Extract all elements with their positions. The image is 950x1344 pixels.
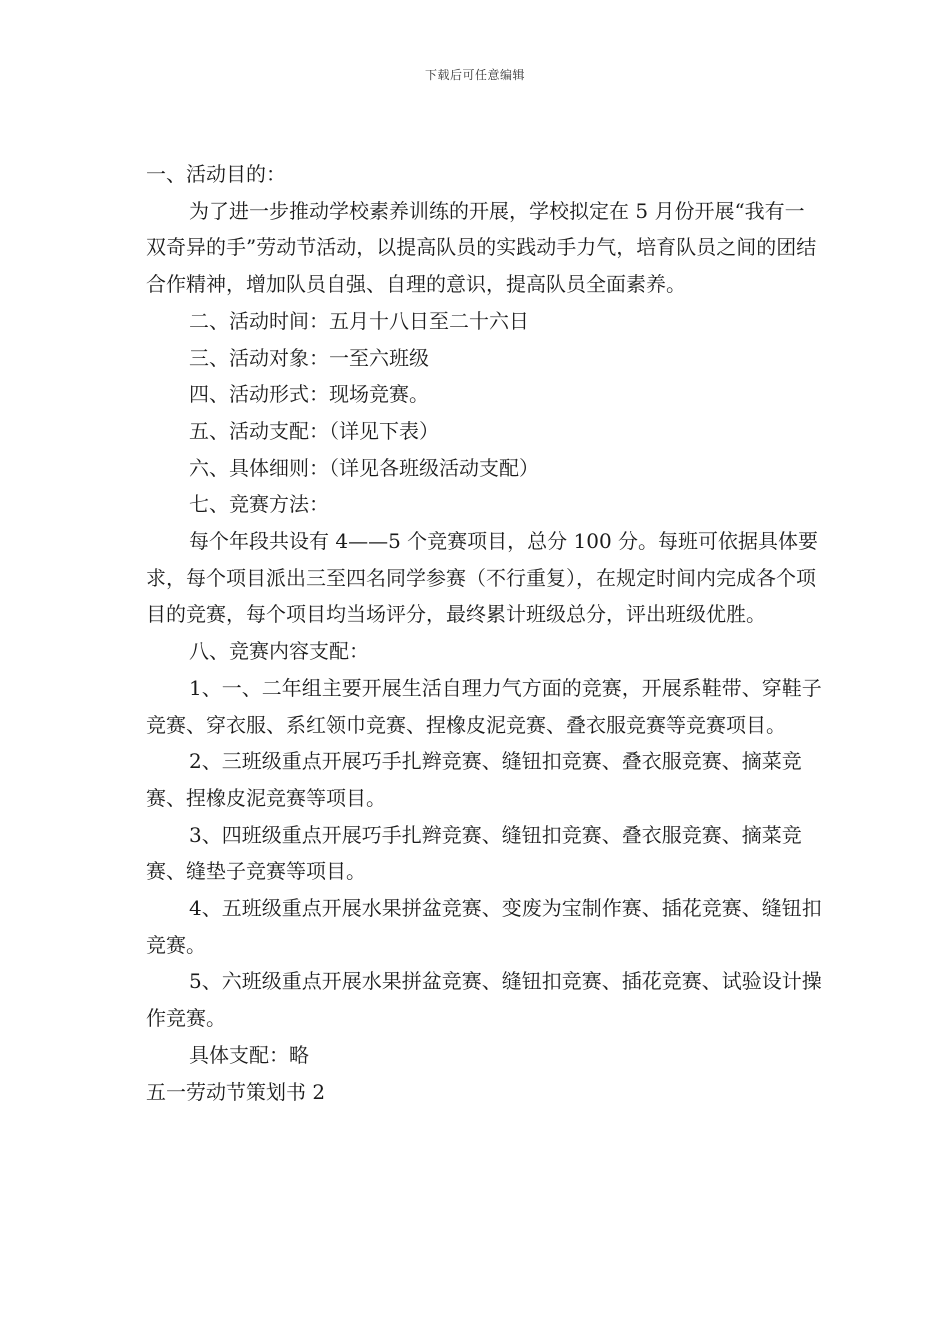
paragraph-detail: 具体支配：略 — [189, 1042, 309, 1067]
paragraph-form: 四、活动形式：现场竞赛。 — [189, 382, 429, 407]
list-item-grade-1-2: 1、一、二年组主要开展生活自理力气方面的竞赛，开展系鞋带、穿鞋子竞赛、穿衣服、系红领巾竞赛、捏橡皮泥竞赛、叠衣服竞赛等竞赛项目。 — [146, 675, 822, 737]
paragraph-time: 二、活动时间：五月十八日至二十六日 — [189, 308, 529, 333]
paragraph-arrangement: 五、活动支配：（详见下表） — [189, 418, 439, 443]
list-item-grade-6: 5、六班级重点开展水果拼盆竞赛、缝钮扣竞赛、插花竞赛、试验设计操作竞赛。 — [146, 969, 822, 1031]
section-heading-purpose: 一、活动目的： — [146, 162, 286, 186]
document-body — [146, 156, 822, 1110]
list-item-grade-3: 2、三班级重点开展巧手扎辫竞赛、缝钮扣竞赛、叠衣服竞赛、摘菜竞赛、捏橡皮泥竞赛等项目。 — [146, 749, 802, 810]
next-section-title: 五一劳动节策划书 2 — [146, 1079, 326, 1104]
paragraph-content-heading: 八、竞赛内容支配： — [189, 639, 369, 664]
paragraph-method: 每个年段共设有 4——5 个竞赛项目，总分 100 分。每班可依据具体要求，每个项目派出三至四名同学参赛（不行重复），在规定时间内完成各个项目的竞赛，每个项目均当场评分，最终累计班级总分，评出班级优胜。 — [146, 529, 819, 627]
paragraph-purpose: 为了进一步推动学校素养训练的开展，学校拟定在 5 月份开展“我有一双奇异的手”劳动节活动，以提高队员的实践动手力气，培育队员之间的团结合作精神，增加队员自强、自理的意识，提高队员全面素养。 — [146, 198, 817, 297]
list-item-grade-5: 4、五班级重点开展水果拼盆竞赛、变废为宝制作赛、插花竞赛、缝钮扣竞赛。 — [146, 896, 822, 957]
paragraph-target: 三、活动对象：一至六班级 — [189, 345, 429, 370]
list-item-grade-4: 3、四班级重点开展巧手扎辫竞赛、缝钮扣竞赛、叠衣服竞赛、摘菜竞赛、缝垫子竞赛等项目。 — [146, 822, 802, 884]
paragraph-method-heading: 七、竞赛方法： — [189, 492, 329, 517]
paragraph-rules: 六、具体细则：（详见各班级活动支配） — [189, 455, 539, 480]
page-header: 下载后可任意编辑 — [424, 68, 525, 82]
